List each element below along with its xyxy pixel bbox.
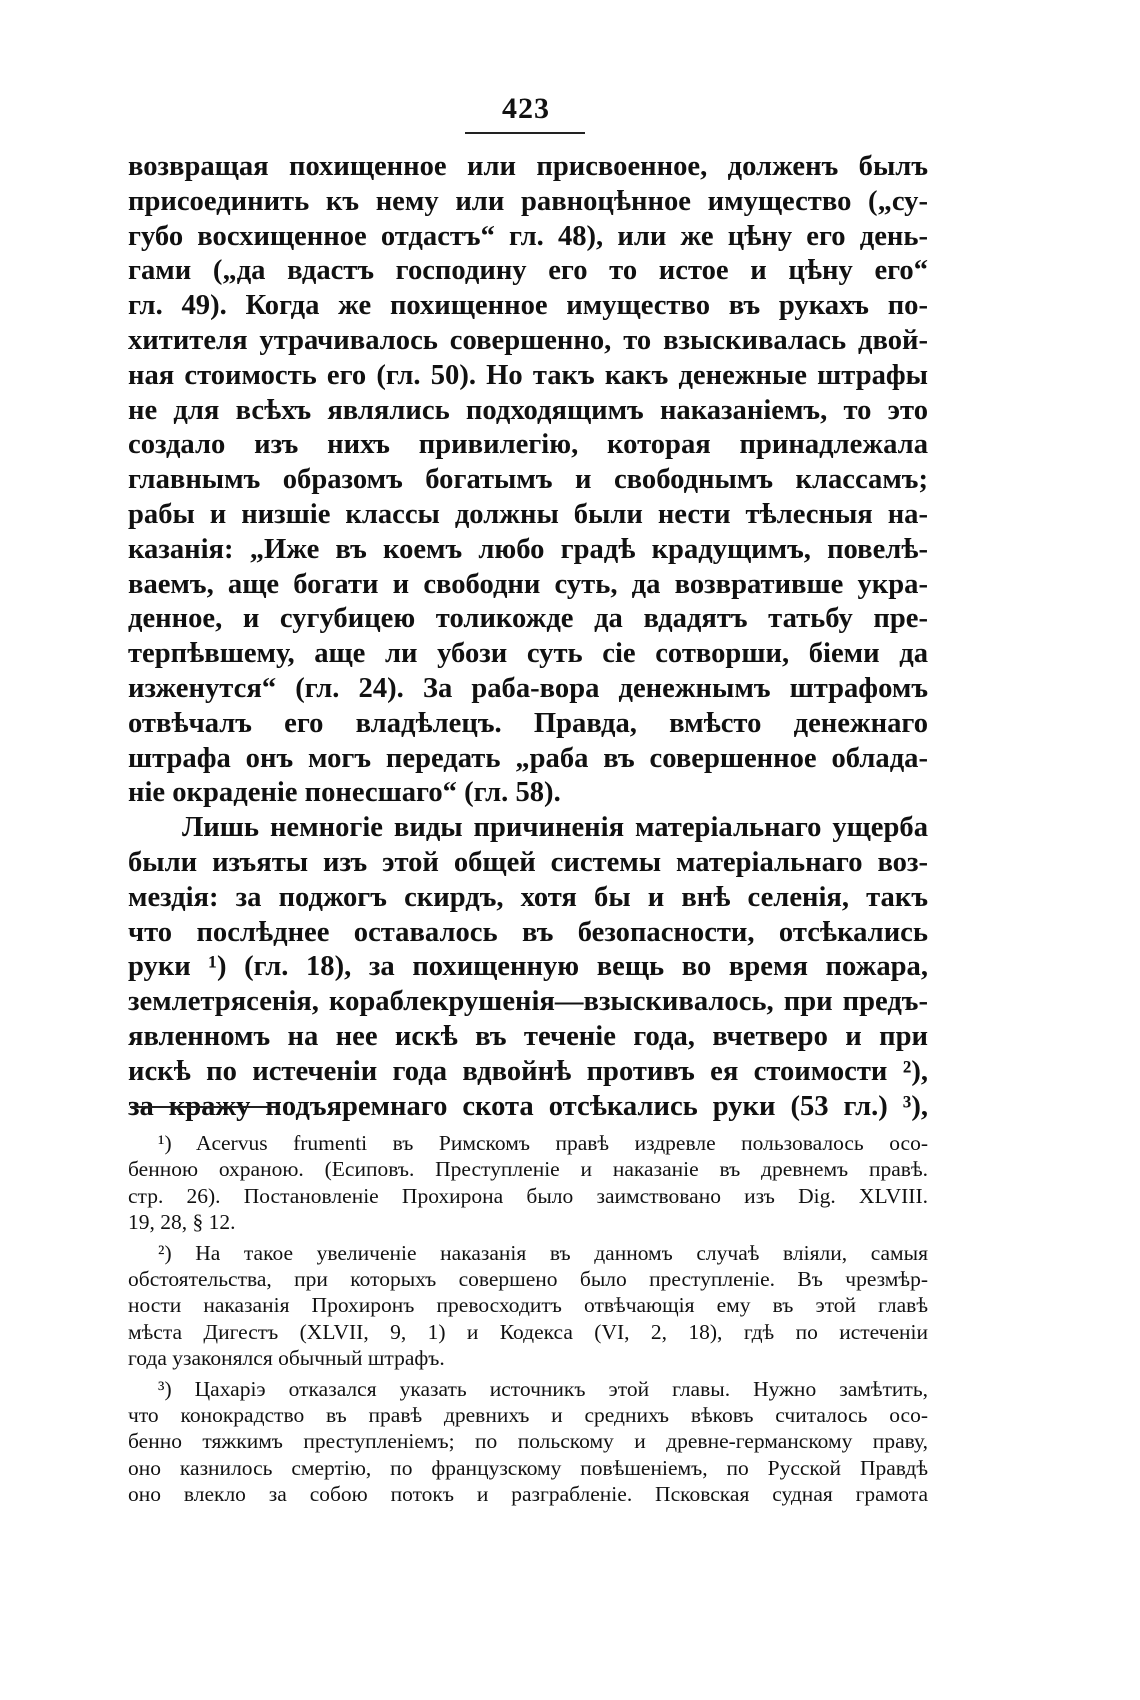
text-line: за кражу подъяремнаго скота отсѣкались руки (53 гл.) ³), [128,1090,928,1122]
footnote-line: что конокрадство въ правѣ древнихъ и среднихъ вѣковъ считалось осо- [128,1402,928,1427]
text-line: денное, и сугубицею толикожде да вдадятъ татьбу пре- [128,603,928,635]
footnote-line: ³) Цахаріэ отказался указать источникъ этой главы. Нужно замѣтить, [158,1376,928,1401]
text-line: присоединить къ нему или равноцѣнное имущество („су- [128,185,928,217]
text-line: терпѣвшему, аще ли убози суть сіе сотворши, біеми да [128,638,928,670]
footnote-line: бенною охраною. (Есиповъ. Преступленіе и наказаніе въ древнемъ правѣ. [128,1157,928,1182]
text-line: явленномъ на нее искѣ въ теченіе года, вчетверо и при [128,1020,928,1052]
footnote-line: обстоятельства, при которыхъ совершено было преступленіе. Въ чрезмѣр- [128,1266,928,1291]
footnotes [128,1130,928,1511]
text-line: губо восхищенное отдастъ“ гл. 48), или же цѣну его день- [128,220,928,252]
text-line: руки ¹) (гл. 18), за похищенную вещь во время пожара, [128,951,928,983]
footnote-line: стр. 26). Постановленіе Прохирона было заимствовано изъ Dig. XLVIII. [128,1183,928,1208]
footnote-2 [128,1240,928,1372]
text-line: возвращая похищенное или присвоенное, долженъ былъ [128,151,928,182]
text-line: создало изъ нихъ привилегію, которая принадлежала [128,429,928,461]
text-line: что послѣднее оставалось въ безопасности, отсѣкались [128,916,928,948]
text-line: ніе окраденіе понесшаго“ (гл. 58). [128,777,561,809]
page-number-rule [465,132,585,134]
text-line: изженутся“ (гл. 24). За раба-вора денежнымъ штрафомъ [128,672,928,704]
text-line: Лишь немногіе виды причиненія матеріальнаго ущерба [182,812,928,844]
text-line: мездія: за поджогъ скирдъ, хотя бы и внѣ селенія, такъ [128,881,928,913]
footnote-line: ности наказанія Прохиронъ превосходитъ отвѣчающія ему въ этой главѣ [128,1293,928,1318]
text-line: главнымъ образомъ богатымъ и свободнымъ классамъ; [128,464,928,496]
main-text [128,150,928,1124]
text-line: землетрясенія, кораблекрушенія—взыскивалось, при предъ- [128,986,928,1018]
footnote-line: ²) На такое увеличеніе наказанія въ данномъ случаѣ вліяли, самыя [158,1240,928,1265]
footnote-3 [128,1376,928,1508]
text-line: казанія: „Иже въ коемъ любо градѣ крадущимъ, повелѣ- [128,533,928,565]
footnote-line: мѣста Дигестъ (XLVII, 9, 1) и Кодекса (VI, 2, 18), гдѣ по истеченіи [128,1319,928,1344]
footnote-1 [128,1130,928,1236]
text-line: были изъяты изъ этой общей системы матеріальнаго воз- [128,846,928,878]
footnote-separator [130,1106,280,1108]
text-line: ная стоимость его (гл. 50). Но такъ какъ денежные штрафы [128,359,928,391]
footnote-line: 19, 28, § 12. [128,1210,236,1235]
text-line: отвѣчалъ его владѣлецъ. Правда, вмѣсто денежнаго [128,707,928,739]
footnote-line: оно казнилось смертію, по французскому повѣшеніемъ, по Русской Правдѣ [128,1455,928,1480]
footnote-line: бенно тяжкимъ преступленіемъ; по польскому и древне-германскому праву, [128,1429,928,1454]
text-line: рабы и низшіе классы должны были нести тѣлесныя на- [128,498,928,530]
text-line: гами („да вдастъ господину его то истое и цѣну его“ [128,255,928,287]
text-line: ваемъ, аще богати и свободни суть, да возвративше укра- [128,568,928,600]
footnote-line: оно влекло за собою потокъ и разграбленіе. Псковская судная грамота [128,1482,928,1507]
text-line: не для всѣхъ являлись подходящимъ наказаніемъ, то это [128,394,928,426]
footnote-line: ¹) Acervus frumenti въ Римскомъ правѣ издревле пользовалось осо- [158,1131,928,1155]
text-line: гл. 49). Когда же похищенное имущество въ рукахъ по- [128,290,928,322]
text-line: штрафа онъ могъ передать „раба въ совершенное облада- [128,742,928,774]
footnote-line: года узаконялся обычный штрафъ. [128,1346,445,1371]
page-number: 423 [502,92,550,125]
text-line: искѣ по истеченіи года вдвойнѣ противъ ея стоимости ²), [128,1055,928,1087]
text-line: хитителя утрачивалось совершенно, то взыскивалась двой- [128,324,928,356]
